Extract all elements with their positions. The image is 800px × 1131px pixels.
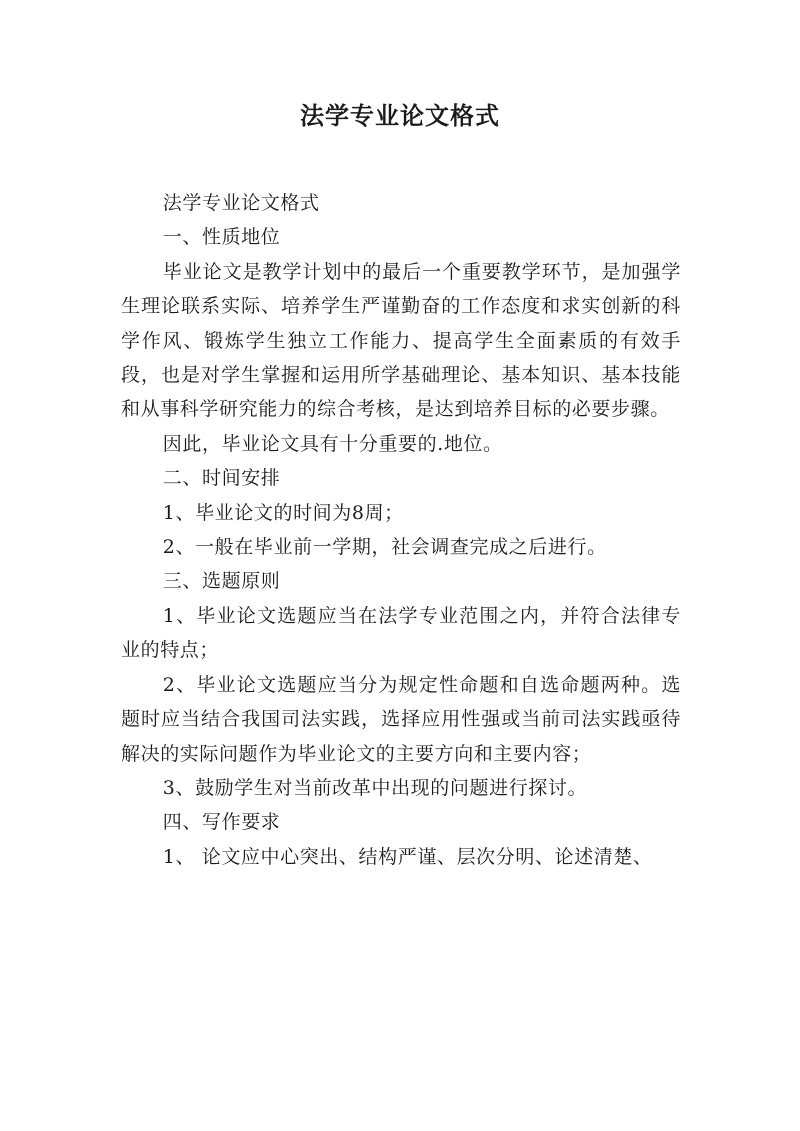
heading-nature-status: 一、性质地位 <box>162 226 281 249</box>
paragraph-subtitle: 法学专业论文格式 <box>162 192 320 214</box>
document-title: 法学专业论文格式 <box>300 102 500 130</box>
document-body <box>121 186 681 874</box>
paragraph-schedule-item-2: 2、一般在毕业前一学期，社会调查完成之后进行。 <box>162 536 607 559</box>
heading-schedule: 二、时间安排 <box>162 467 281 490</box>
paragraph-schedule-item-1: 1、毕业论文的时间为8周； <box>162 501 404 524</box>
heading-topic-principles: 三、选题原则 <box>162 570 281 593</box>
heading-writing-requirements: 四、写作要求 <box>162 811 281 834</box>
paragraph-topic-item-3: 3、鼓励学生对当前改革中出现的问题进行探讨。 <box>162 776 588 799</box>
paragraph-nature-description: 毕业论文是教学计划中的最后一个重要教学环节，是加强学生理论联系实际、培养学生严谨勤奋的工作态度和求实创新的科学作风、锻炼学生独立工作能力、提高学生全面素质的有效手段，也是对学生掌握和运用所学基础理论、基本知识、基本技能和从事科学研究能力的综合考核，是达到培养目标的必要步骤。 <box>121 260 681 421</box>
paragraph-writing-item-1: 1、 论文应中心突出、结构严谨、层次分明、论述清楚、 <box>162 845 653 868</box>
paragraph-topic-item-1: 1、毕业论文选题应当在法学专业范围之内，并符合法律专业的特点； <box>121 604 681 662</box>
paragraph-importance: 因此，毕业论文具有十分重要的.地位。 <box>162 432 503 455</box>
paragraph-topic-item-2: 2、毕业论文选题应当分为规定性命题和自选命题两种。选题时应当结合我国司法实践，选择应用性强或当前司法实践亟待解决的实际问题作为毕业论文的主要方向和主要内容； <box>121 673 681 765</box>
